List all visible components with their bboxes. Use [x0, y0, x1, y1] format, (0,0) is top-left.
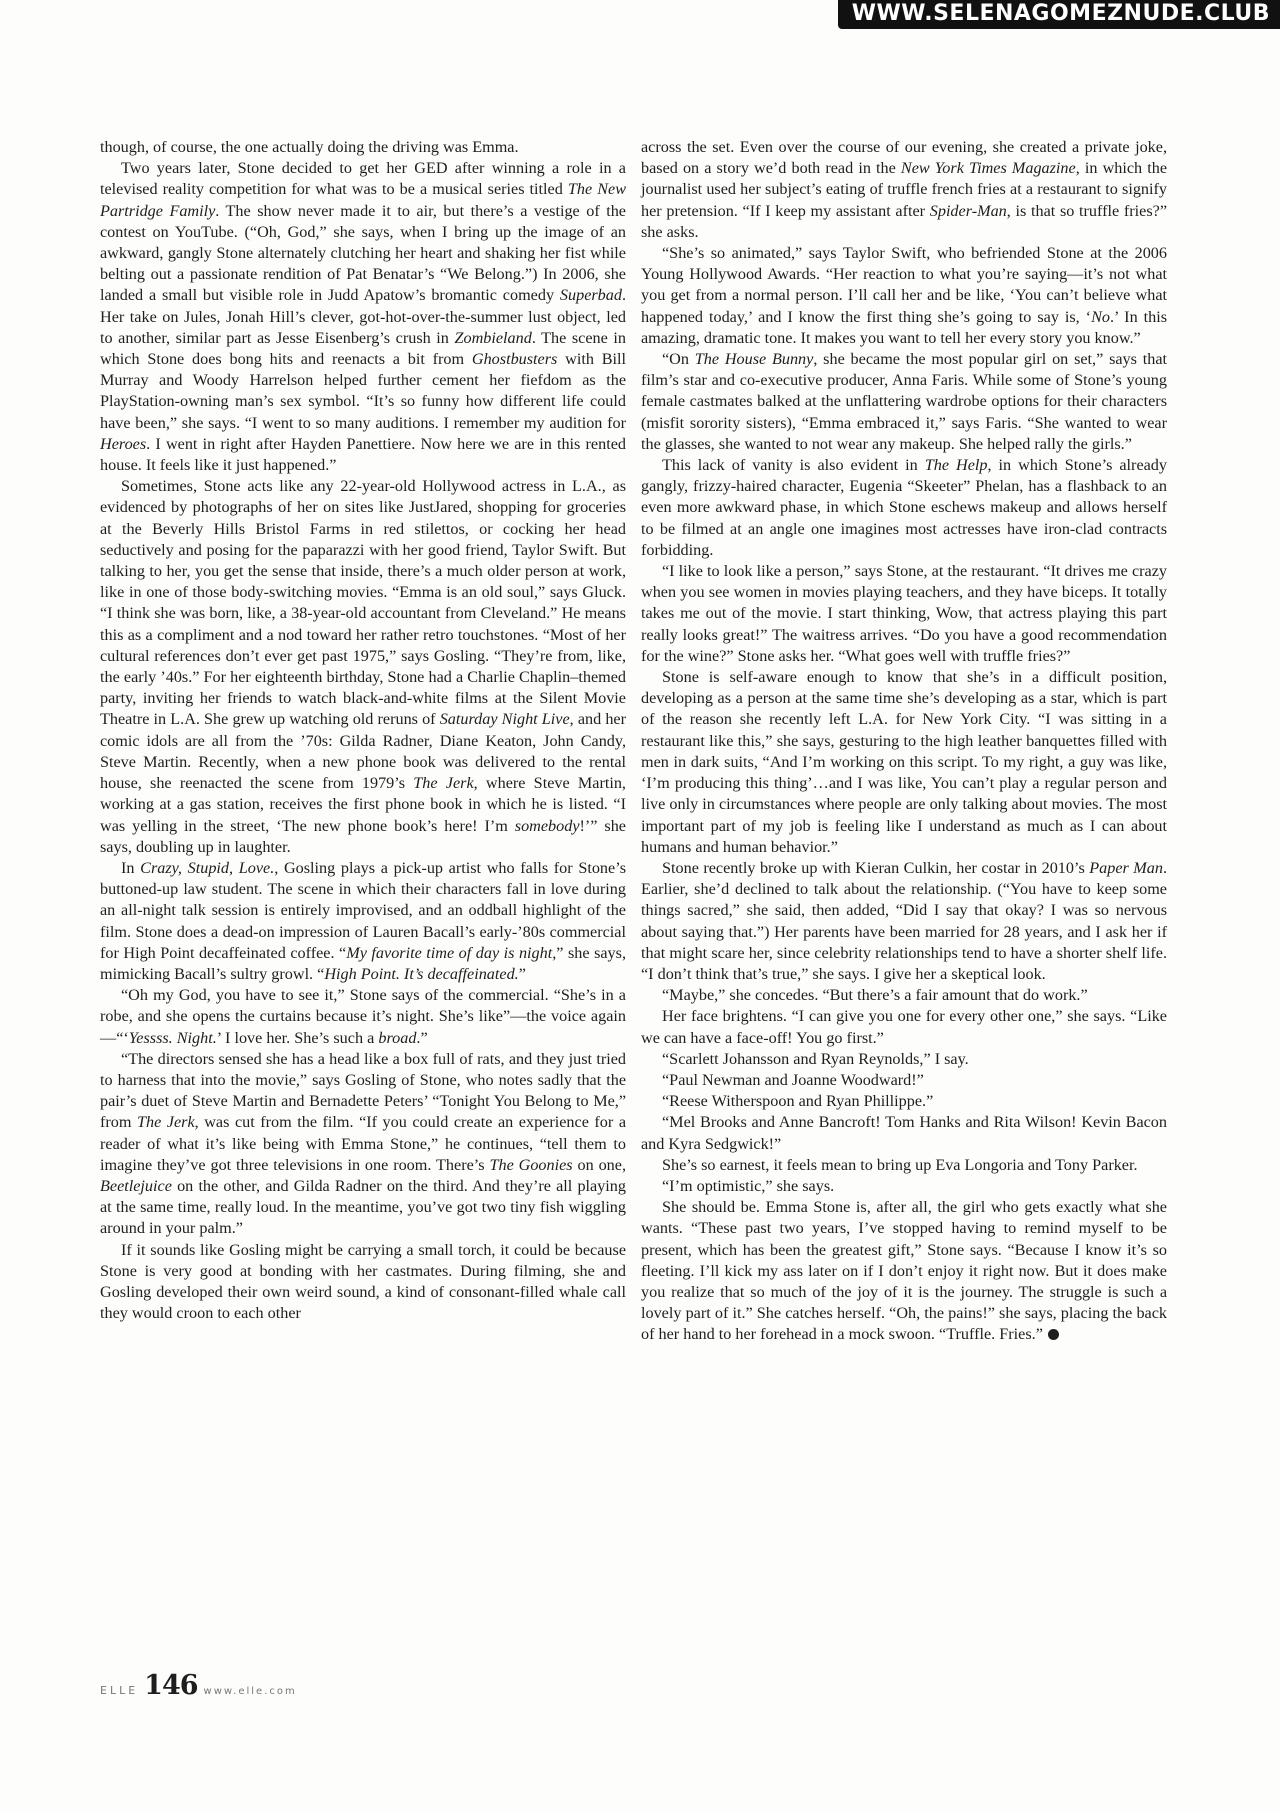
article-paragraph: “Mel Brooks and Anne Bancroft! Tom Hanks and Rita Wilson! Kevin Bacon and Kyra Sedgwick!” [641, 1113, 1167, 1153]
magazine-url: www.elle.com [203, 1686, 297, 1697]
article-paragraph: “Oh my God, you have to see it,” Stone says of the commercial. “She’s in a robe, and she opens the curtains because it’s night. She’s like”—the voice again—“‘Yessss. Night.’ I love her. She’s such a broad.” [100, 986, 626, 1047]
article-paragraph: though, of course, the one actually doing the driving was Emma. [100, 138, 519, 156]
article-paragraph: “The directors sensed she has a head like a box full of rats, and they just tried to harness that into the movie,” says Gosling of Stone, who notes sadly that the pair’s duet of Steve Martin and Bernadette Peters’ “Tonight You Belong to Me,” from The Jerk, was cut from the film. “If you could create an experience for a reader of what it’s like being with Emma Stone,” he continues, “tell them to imagine they’ve got three televisions in one room. There’s The Goonies on one, Beetlejuice on the other, and Gilda Radner on the third. And they’re all playing at the same time, really loud. In the meantime, you’ve got two tiny fish wiggling around in your palm.” [100, 1049, 627, 1238]
end-of-article-mark [1048, 1329, 1059, 1340]
article-paragraph: Stone is self-aware enough to know that she’s in a difficult position, developing as a person at the same time she’s developing as a star, which is part of the reason she recently left L.A. for New York City. “I was sitting in a restaurant like this,” she says, gesturing to the high leather banquettes filled with men in dark suits, “And I’m working on this script. To my right, a guy was like, ‘I’m producing this thing’…and I was like, You can’t play a regular person and live only in circumstances where people are only talking about movies. The most important part of my job is feeling like I understand as much as I can about humans and human behavior.” [641, 668, 1167, 856]
article-column-left [100, 137, 626, 1324]
article-paragraph: In Crazy, Stupid, Love., Gosling plays a pick-up artist who falls for Stone’s buttoned-up law student. The scene in which their characters fall in love during an all-night talk session is entirely improvised, and an oddball highlight of the film. Stone does a dead-on impression of Lauren Bacall’s early-’80s commercial for High Point decaffeinated coffee. “My favorite time of day is night,” she says, mimicking Bacall’s sultry growl. “High Point. It’s decaffeinated.” [100, 858, 626, 983]
article-paragraph: Sometimes, Stone acts like any 22-year-old Hollywood actress in L.A., as evidenced by photographs of her on sites like JustJared, shopping for groceries at the Beverly Hills Bristol Farms in red stilettos, or cocking her head seductively and posing for the paparazzi with her good friend, Taylor Swift. But talking to her, you get the sense that inside, there’s a much older person at work, like in one of those body-switching movies. “Emma is an old soul,” says Gluck. “I think she was born, like, a 38-year-old accountant from Cleveland.” He means this as a compliment and a nod toward her rather retro touchstones. “Most of her cultural references don’t ever get past 1975,” says Gosling. “They’re from, like, the early ’40s.” For her eighteenth birthday, Stone had a Charlie Chaplin–themed party, inviting her friends to watch black-and-white films at the Silent Movie Theatre in L.A. She grew up watching old reruns of Saturday Night Live, and her comic idols are all from the ’70s: Gilda Radner, Diane Keaton, John Candy, Steve Martin. Recently, when a new phone book was delivered to the rental house, she reenacted the scene from 1979’s The Jerk, where Steve Martin, working at a gas station, receives the first phone book in which he is listed. “I was yelling in the street, ‘The new phone book’s here! I’m somebody!’” she says, doubling up in laughter. [100, 477, 626, 856]
article-paragraph: She should be. Emma Stone is, after all, the girl who gets exactly what she wants. “These past two years, I’ve stopped having to remind myself to be present, which has been the greatest gift,” Stone says. “Because I know it’s so fleeting. I’ll kick my ass later on if I don’t enjoy it right now. But it does make you realize that so much of the joy of it is the journey. The struggle is such a lovely part of it.” She catches herself. “Oh, the pains!” she says, placing the back of her hand to her forehead in a mock swoon. “Truffle. Fries.” [641, 1198, 1167, 1344]
page-number: 146 [144, 1670, 198, 1701]
article-paragraph: across the set. Even over the course of our evening, she created a private joke, based on a story we’d both read in the New York Times Magazine, in which the journalist used her subject’s eating of truffle french fries at a restaurant to signify her pretension. “If I keep my assistant after Spider-Man, is that so truffle fries?” she asks. [641, 138, 1168, 241]
article-paragraph: “Reese Witherspoon and Ryan Phillippe.” [662, 1092, 934, 1111]
article-paragraph: Two years later, Stone decided to get her GED after winning a role in a televised reality competition for what was to be a musical series titled The New Partridge Family. The show never made it to air, but there’s a vestige of the contest on YouTube. (“Oh, God,” she says, when I bring up the image of an awkward, gangly Stone alternately clutching her heart and shaking her fist while belting out a passionate rendition of Pat Benatar’s “We Belong.”) In 2006, she landed a small but visible role in Judd Apatow’s bromantic comedy Superbad. Her take on Jules, Jonah Hill’s clever, got-hot-over-the-summer lust object, led to another, similar part as Jesse Eisenberg’s crush in Zombieland. The scene in which Stone does bong hits and reenacts a bit from Ghostbusters with Bill Murray and Woody Harrelson helped further cement her fiefdom as the PlayStation-owning man’s sex symbol. “It’s so funny how different life could have been,” she says. “I went to so many auditions. I remember my audition for Heroes. I went in right after Hayden Panettiere. Now here we are in this rented house. It feels like it just happened.” [100, 159, 627, 475]
article-paragraph: “I’m optimistic,” she says. [662, 1176, 835, 1195]
article-paragraph: Stone recently broke up with Kieran Culkin, her costar in 2010’s Paper Man. Earlier, she’d declined to talk about the relationship. (“You have to keep some things sacred,” she said, then added, “Did I say that okay? I was so nervous about saying that.”) Her parents have been married for 28 years, and I ask her if that might scare her, since celebrity relationships tend to have a shorter shelf life. “I don’t think that’s true,” she says. I give her a skeptical look. [641, 858, 1167, 983]
article-paragraph: “Maybe,” she concedes. “But there’s a fair amount that do work.” [662, 986, 1088, 1005]
article-paragraph: Her face brightens. “I can give you one for every other one,” she says. “Like we can have a face-off! You go first.” [641, 1007, 1167, 1047]
page-footer [100, 1670, 297, 1701]
article-paragraph: This lack of vanity is also evident in The Help, in which Stone’s already gangly, frizzy-haired character, Eugenia “Skeeter” Phelan, has a flashback to an even more awkward phase, in which Stone eschews makeup and allows herself to be filmed at an angle one imagines most actresses have iron-clad contracts forbidding. [641, 456, 1167, 559]
article-paragraph: “I like to look like a person,” says Stone, at the restaurant. “It drives me crazy when you see women in movies playing teachers, and they have biceps. It totally takes me out of the movie. I start thinking, Wow, that actress playing this part really looks great!” The waitress arrives. “Do you have a good recommendation for the wine?” Stone asks her. “What goes well with truffle fries?” [641, 562, 1167, 665]
article-paragraph: “Scarlett Johansson and Ryan Reynolds,” I say. [662, 1049, 969, 1068]
magazine-name: ELLE [100, 1684, 139, 1697]
article-paragraph: “On The House Bunny, she became the most popular girl on set,” says that film’s star and co-executive producer, Anna Faris. While some of Stone’s young female castmates balked at the unflattering wardrobe options for their characters (misfit sorority sisters), “Emma embraced it,” says Faris. “She wanted to wear the glasses, she wanted to not wear any makeup. She helped rally the girls.” [641, 350, 1168, 453]
article-paragraph: “She’s so animated,” says Taylor Swift, who befriended Stone at the 2006 Young Hollywood Awards. “Her reaction to what you’re saying—it’s not what you get from a normal person. I’ll call her and be like, ‘You can’t believe what happened today,’ and I know the first thing she’s going to say is, ‘No.’ In this amazing, dramatic tone. It makes you want to tell her every story you know.” [641, 244, 1167, 347]
article-column-right [641, 137, 1167, 1346]
article-paragraph: If it sounds like Gosling might be carrying a small torch, it could be because Stone is very good at bonding with her castmates. During filming, she and Gosling developed their own weird sound, a kind of consonant-filled whale call they would croon to each other [100, 1240, 626, 1323]
article-paragraph: “Paul Newman and Joanne Woodward!” [662, 1070, 924, 1089]
article-paragraph: She’s so earnest, it feels mean to bring up Eva Longoria and Tony Parker. [662, 1155, 1138, 1174]
watermark-banner: WWW.SELENAGOMEZNUDE.CLUB [838, 0, 1280, 29]
